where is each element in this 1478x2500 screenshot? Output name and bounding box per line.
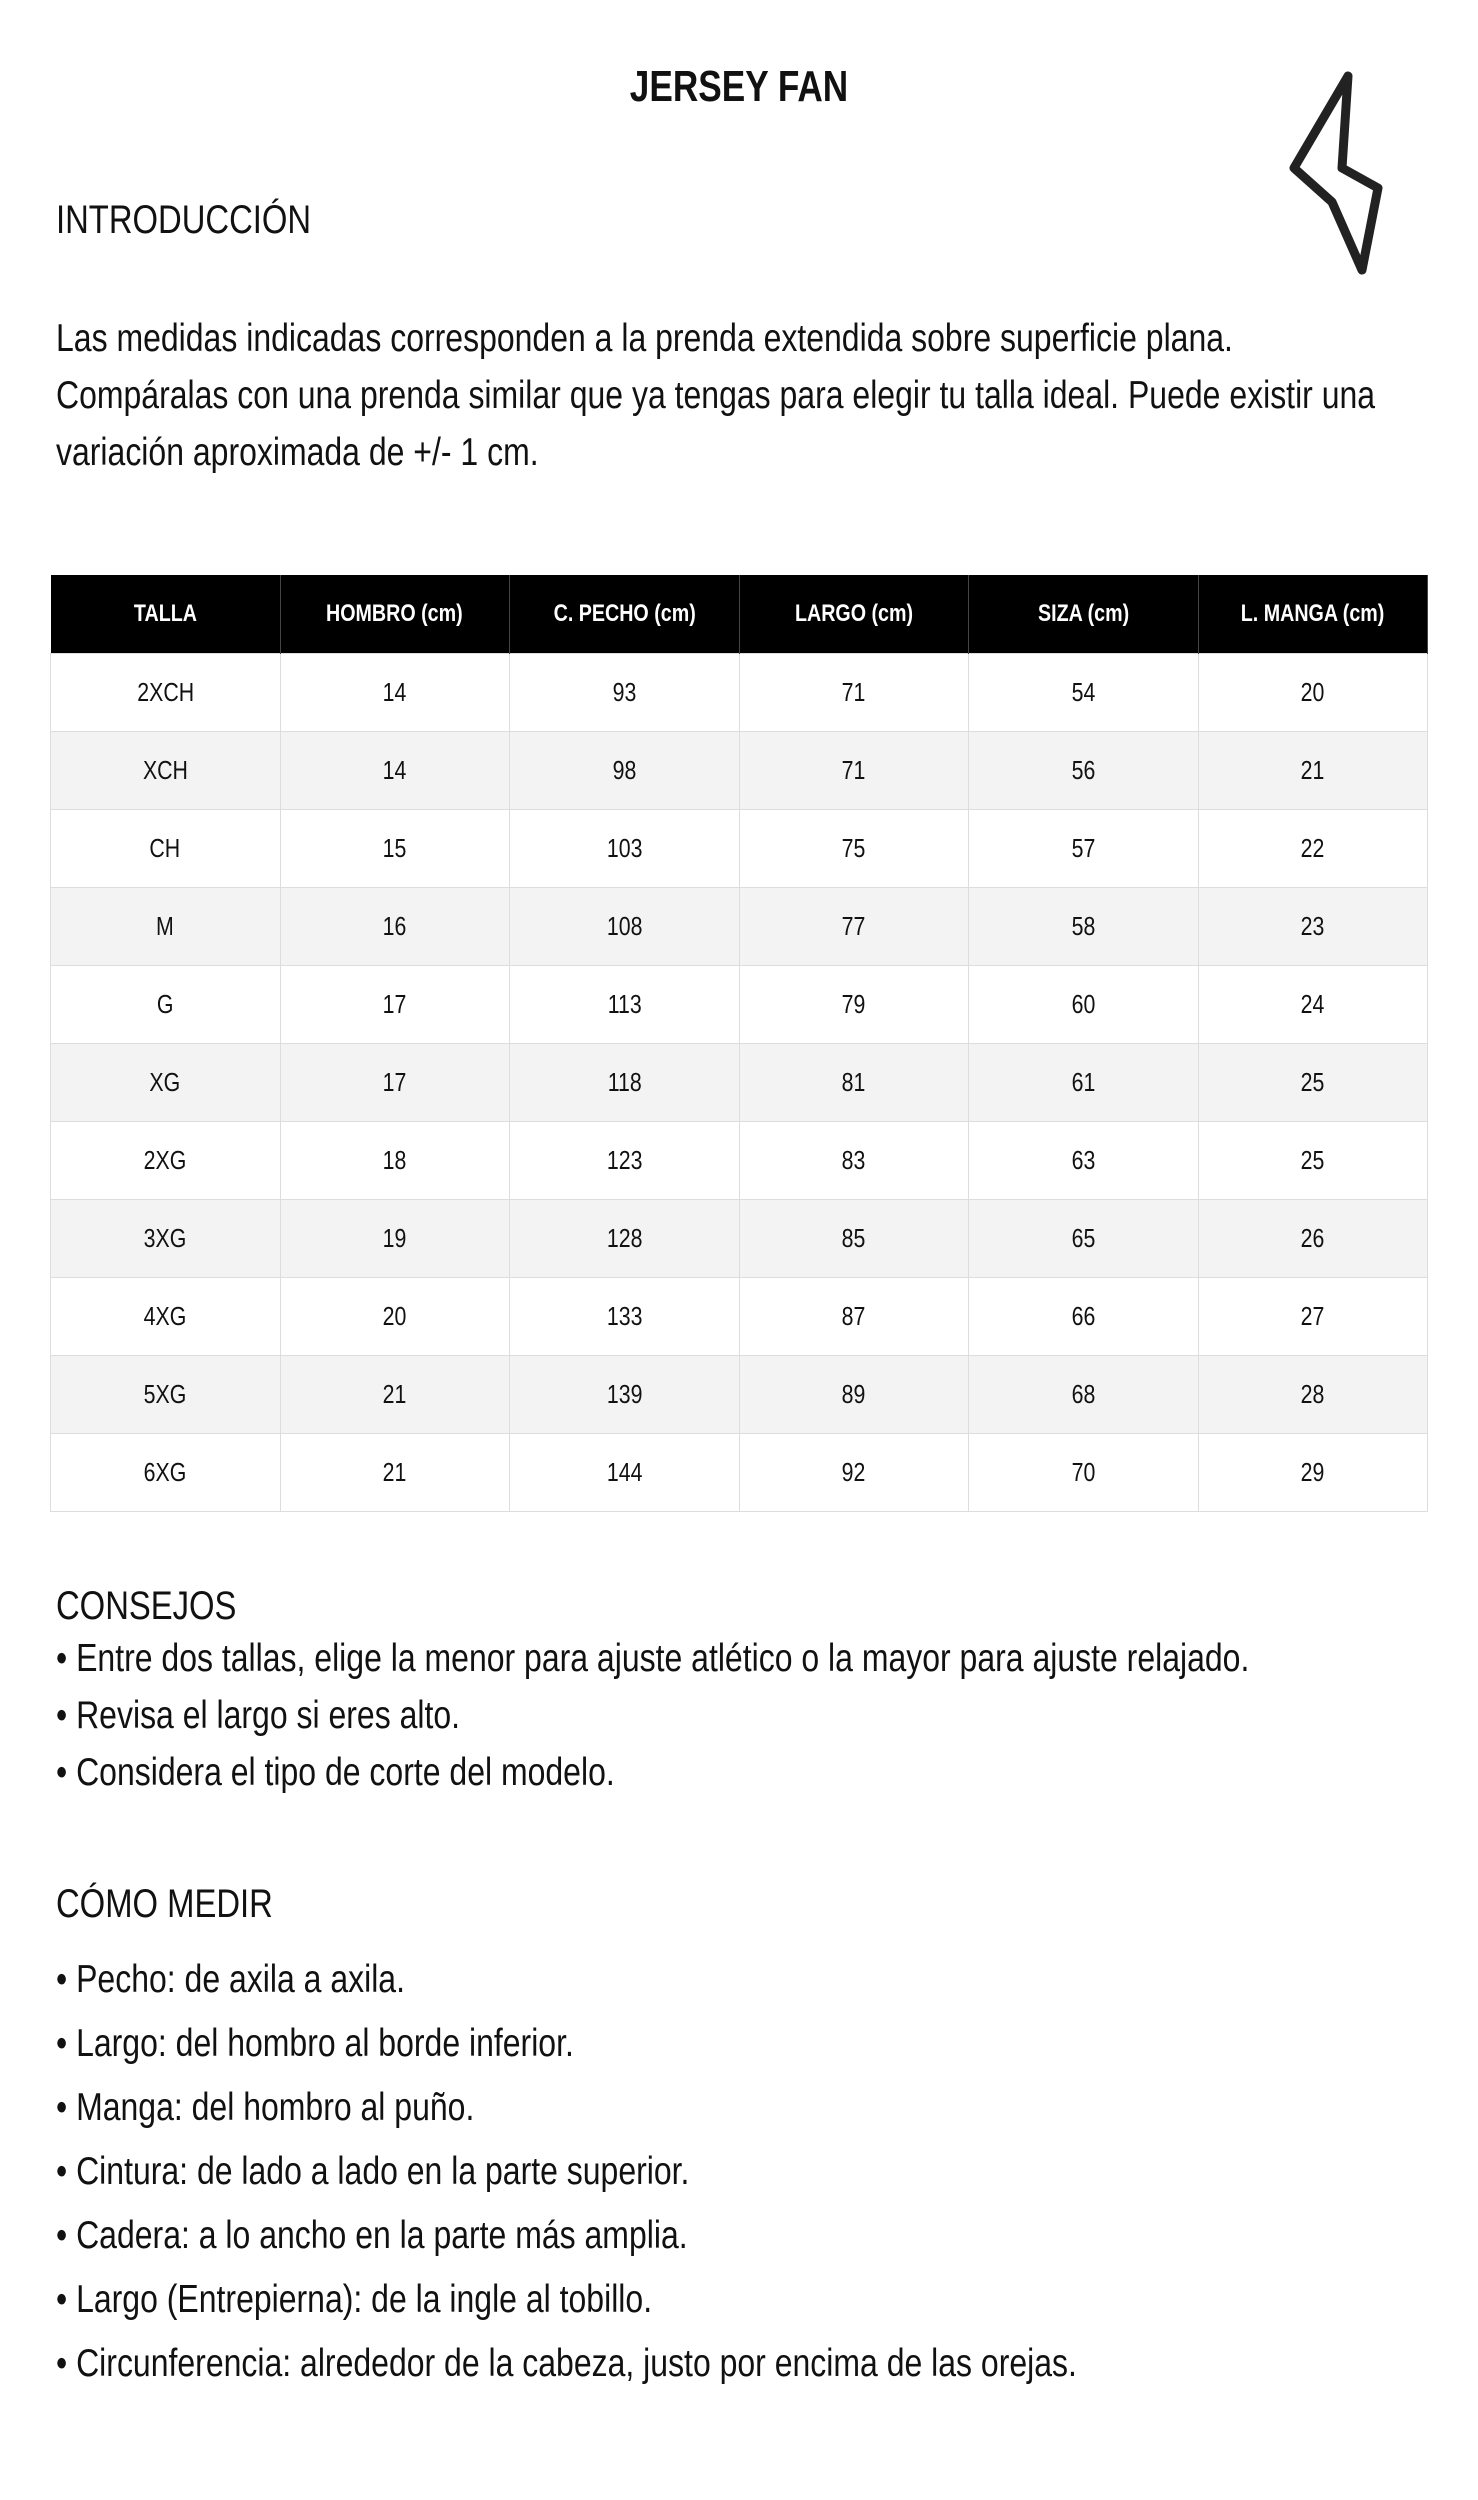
table-cell: 18 <box>280 1122 510 1200</box>
table-cell: 75 <box>739 810 969 888</box>
table-cell: 25 <box>1198 1122 1428 1200</box>
table-row <box>51 1356 1428 1434</box>
table-cell: 133 <box>510 1278 740 1356</box>
measure-item: • Cintura: de lado a lado en la parte superior. <box>56 2140 1384 2204</box>
table-cell: 139 <box>510 1356 740 1434</box>
table-row <box>51 888 1428 966</box>
measure-heading: CÓMO MEDIR <box>56 1882 273 1926</box>
measure-item: • Largo (Entrepierna): de la ingle al tobillo. <box>56 2268 1384 2332</box>
table-cell: 70 <box>969 1434 1199 1512</box>
table-cell: 118 <box>510 1044 740 1122</box>
intro-line: variación aproximada de +/- 1 cm. <box>56 431 539 474</box>
table-cell: 54 <box>969 654 1199 732</box>
table-cell: 27 <box>1198 1278 1428 1356</box>
table-cell: 14 <box>280 732 510 810</box>
table-cell: 87 <box>739 1278 969 1356</box>
table-row <box>51 1044 1428 1122</box>
page-title: JERSEY FAN <box>629 62 849 111</box>
size-table <box>50 575 1428 1512</box>
column-header-siza: SIZA (cm) <box>969 575 1199 654</box>
column-header-pecho: C. PECHO (cm) <box>510 575 740 654</box>
table-cell: XG <box>51 1044 281 1122</box>
measure-item: • Cadera: a lo ancho en la parte más amplia. <box>56 2204 1384 2268</box>
table-row <box>51 1278 1428 1356</box>
table-cell: 61 <box>969 1044 1199 1122</box>
table-cell: 60 <box>969 966 1199 1044</box>
table-cell: 4XG <box>51 1278 281 1356</box>
lightning-bolt-icon <box>1286 70 1386 280</box>
intro-heading: INTRODUCCIÓN <box>56 198 312 242</box>
table-cell: 6XG <box>51 1434 281 1512</box>
measure-item: • Manga: del hombro al puño. <box>56 2076 1384 2140</box>
measure-item: • Pecho: de axila a axila. <box>56 1948 1384 2012</box>
table-cell: 20 <box>1198 654 1428 732</box>
table-cell: 22 <box>1198 810 1428 888</box>
table-cell: 21 <box>280 1434 510 1512</box>
table-header-row <box>51 575 1428 654</box>
tips-list <box>56 1630 1384 1801</box>
table-row <box>51 810 1428 888</box>
table-row <box>51 966 1428 1044</box>
table-cell: 93 <box>510 654 740 732</box>
table-cell: 103 <box>510 810 740 888</box>
table-cell: M <box>51 888 281 966</box>
table-cell: 29 <box>1198 1434 1428 1512</box>
table-cell: 71 <box>739 732 969 810</box>
table-cell: 2XG <box>51 1122 281 1200</box>
table-cell: 56 <box>969 732 1199 810</box>
table-cell: 128 <box>510 1200 740 1278</box>
table-cell: 14 <box>280 654 510 732</box>
table-cell: CH <box>51 810 281 888</box>
column-header-manga: L. MANGA (cm) <box>1198 575 1428 654</box>
table-cell: 108 <box>510 888 740 966</box>
table-cell: 66 <box>969 1278 1199 1356</box>
table-cell: 28 <box>1198 1356 1428 1434</box>
table-cell: 15 <box>280 810 510 888</box>
intro-line: Las medidas indicadas corresponden a la prenda extendida sobre superficie plana. <box>56 317 1233 360</box>
table-cell: G <box>51 966 281 1044</box>
table-cell: 17 <box>280 1044 510 1122</box>
measure-item: • Circunferencia: alrededor de la cabeza, justo por encima de las orejas. <box>56 2332 1384 2396</box>
table-cell: 65 <box>969 1200 1199 1278</box>
table-cell: 21 <box>1198 732 1428 810</box>
table-cell: 58 <box>969 888 1199 966</box>
table-cell: 89 <box>739 1356 969 1434</box>
table-cell: 16 <box>280 888 510 966</box>
table-cell: 77 <box>739 888 969 966</box>
intro-line: Compáralas con una prenda similar que ya tengas para elegir tu talla ideal. Puede existir una <box>56 374 1376 417</box>
table-cell: 85 <box>739 1200 969 1278</box>
table-row <box>51 1200 1428 1278</box>
table-cell: 83 <box>739 1122 969 1200</box>
intro-paragraph <box>56 310 1384 481</box>
table-row <box>51 1122 1428 1200</box>
table-cell: 26 <box>1198 1200 1428 1278</box>
table-cell: 92 <box>739 1434 969 1512</box>
table-body <box>51 654 1428 1512</box>
table-cell: 63 <box>969 1122 1199 1200</box>
table-cell: 144 <box>510 1434 740 1512</box>
table-cell: 98 <box>510 732 740 810</box>
column-header-largo: LARGO (cm) <box>739 575 969 654</box>
table-row <box>51 654 1428 732</box>
column-header-hombro: HOMBRO (cm) <box>280 575 510 654</box>
tip-item: • Revisa el largo si eres alto. <box>56 1687 1384 1744</box>
table-cell: 20 <box>280 1278 510 1356</box>
table-cell: 24 <box>1198 966 1428 1044</box>
table-cell: 113 <box>510 966 740 1044</box>
table-row <box>51 1434 1428 1512</box>
table-cell: 81 <box>739 1044 969 1122</box>
tip-item: • Entre dos tallas, elige la menor para ajuste atlético o la mayor para ajuste relajado. <box>56 1630 1384 1687</box>
table-cell: 17 <box>280 966 510 1044</box>
measure-item: • Largo: del hombro al borde inferior. <box>56 2012 1384 2076</box>
table-row <box>51 732 1428 810</box>
table-cell: 2XCH <box>51 654 281 732</box>
table-cell: 23 <box>1198 888 1428 966</box>
table-cell: 25 <box>1198 1044 1428 1122</box>
table-cell: 57 <box>969 810 1199 888</box>
column-header-talla: TALLA <box>51 575 281 654</box>
table-cell: 21 <box>280 1356 510 1434</box>
tip-item: • Considera el tipo de corte del modelo. <box>56 1744 1384 1801</box>
table-cell: XCH <box>51 732 281 810</box>
table-cell: 5XG <box>51 1356 281 1434</box>
table-cell: 3XG <box>51 1200 281 1278</box>
table-cell: 19 <box>280 1200 510 1278</box>
tips-heading: CONSEJOS <box>56 1584 237 1628</box>
table-cell: 79 <box>739 966 969 1044</box>
table-cell: 68 <box>969 1356 1199 1434</box>
table-cell: 71 <box>739 654 969 732</box>
table-cell: 123 <box>510 1122 740 1200</box>
measure-list <box>56 1948 1384 2396</box>
